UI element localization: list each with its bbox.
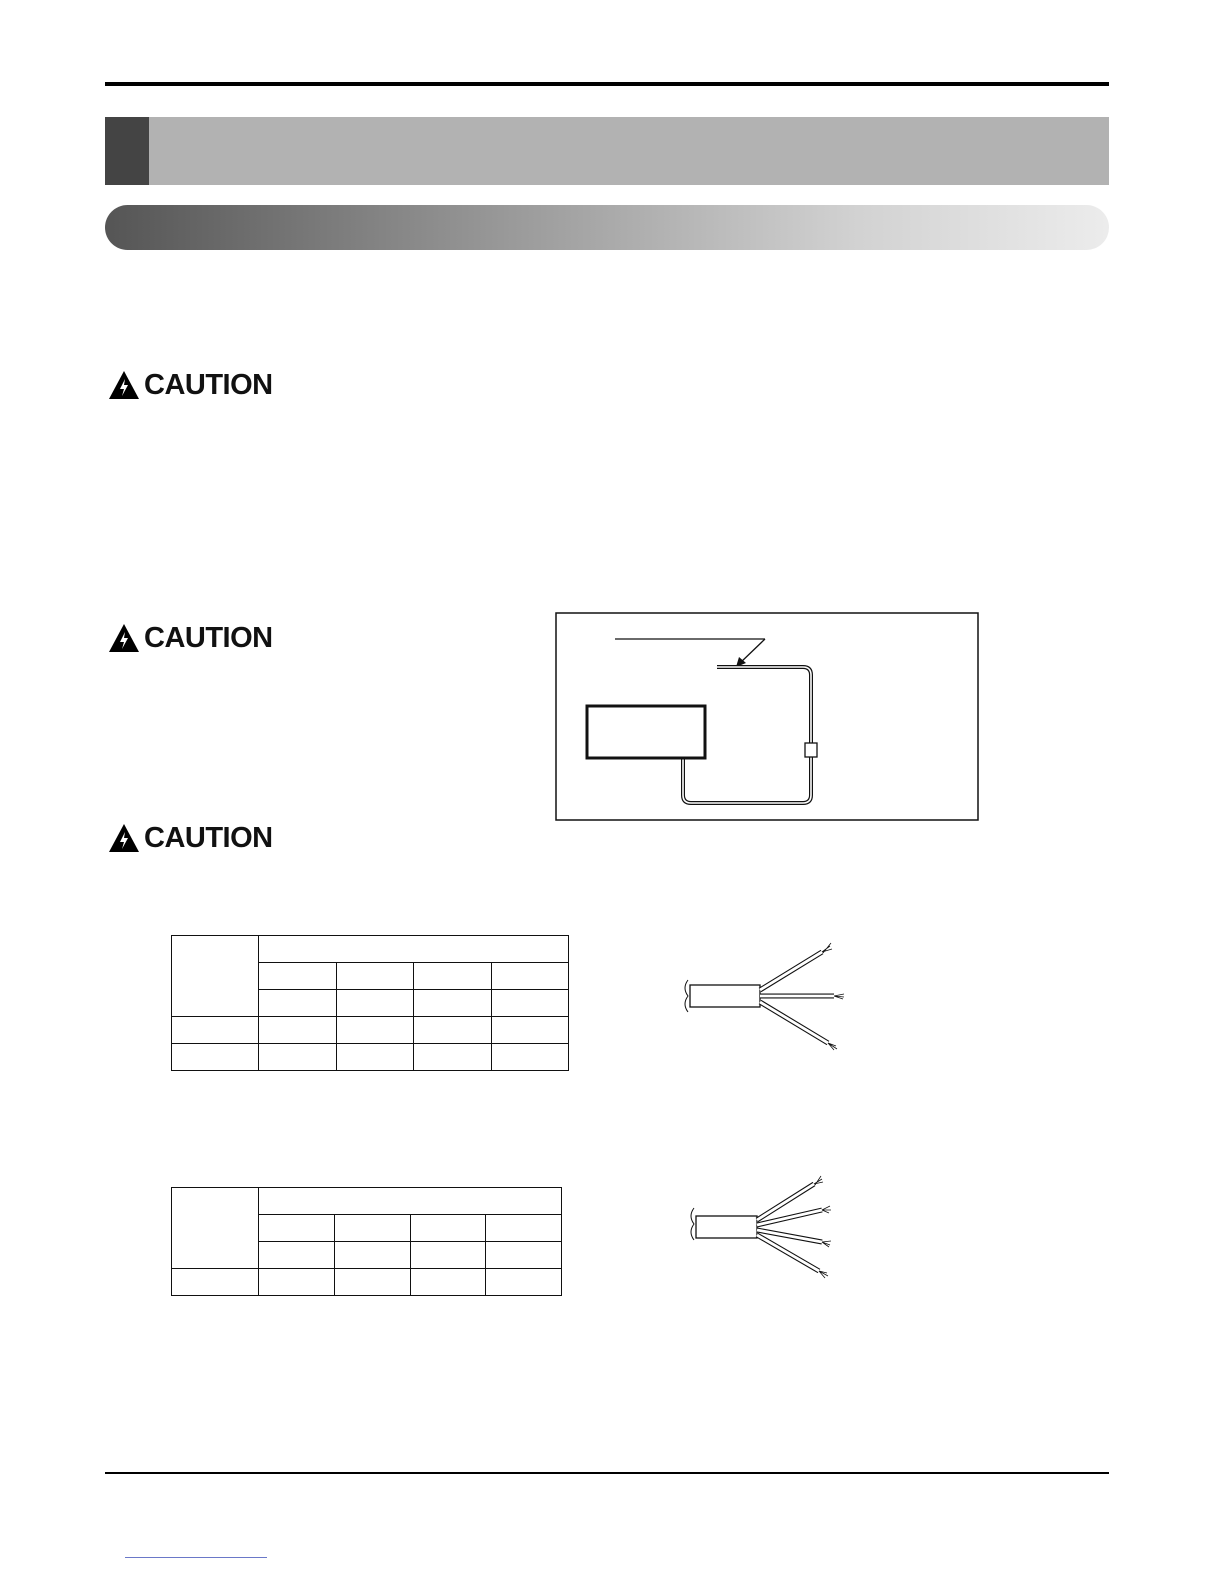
warning-triangle-lightning-icon [108, 623, 140, 653]
top-rule [105, 82, 1109, 86]
warning-triangle-lightning-icon [108, 823, 140, 853]
table-cell [491, 1017, 569, 1044]
table-cell [336, 990, 414, 1017]
table-cell [410, 1269, 486, 1296]
table-cell [334, 1269, 410, 1296]
table-cell [486, 1269, 562, 1296]
footer-link-underline[interactable] [125, 1557, 267, 1558]
table-cell [172, 1017, 259, 1044]
table-cell [334, 1215, 410, 1242]
three-core-cable-illustration [676, 940, 856, 1055]
table-cell [172, 1044, 259, 1071]
table-cell [414, 1044, 492, 1071]
table-cell [486, 1242, 562, 1269]
table-cell [410, 1215, 486, 1242]
table-cell [491, 963, 569, 990]
caution-label: CAUTION [144, 621, 273, 654]
table-cell [414, 990, 492, 1017]
table-cell [336, 963, 414, 990]
table-cell [336, 1044, 414, 1071]
caution-heading-1 [108, 367, 273, 403]
table-cell [491, 990, 569, 1017]
table-cell [259, 1017, 337, 1044]
table-cell [410, 1242, 486, 1269]
section-header-marker [105, 117, 149, 185]
table-cell [414, 963, 492, 990]
table-cell [259, 990, 337, 1017]
table-cell [486, 1215, 562, 1242]
table-cell [259, 1242, 335, 1269]
wiring-diagram [555, 612, 980, 822]
bottom-rule [105, 1472, 1109, 1474]
warning-triangle-lightning-icon [108, 370, 140, 400]
table-cell [491, 1044, 569, 1071]
table-cell [259, 1188, 562, 1215]
wire-spec-table-2 [171, 1187, 562, 1296]
four-core-cable-illustration [682, 1172, 842, 1282]
table-cell [336, 1017, 414, 1044]
caution-heading-2 [108, 620, 273, 656]
table-cell [259, 963, 337, 990]
caution-heading-3 [108, 820, 273, 856]
table-cell [259, 936, 569, 963]
table-cell [334, 1242, 410, 1269]
table-cell [172, 1188, 259, 1269]
table-cell [259, 1269, 335, 1296]
caution-label: CAUTION [144, 368, 273, 401]
table-cell [172, 1269, 259, 1296]
caution-label: CAUTION [144, 821, 273, 854]
table-cell [414, 1017, 492, 1044]
section-header-bar [105, 117, 1109, 185]
table-cell [259, 1044, 337, 1071]
subsection-header-bar [105, 205, 1109, 250]
wire-spec-table-1 [171, 935, 569, 1071]
table-cell [259, 1215, 335, 1242]
table-cell [172, 936, 259, 1017]
